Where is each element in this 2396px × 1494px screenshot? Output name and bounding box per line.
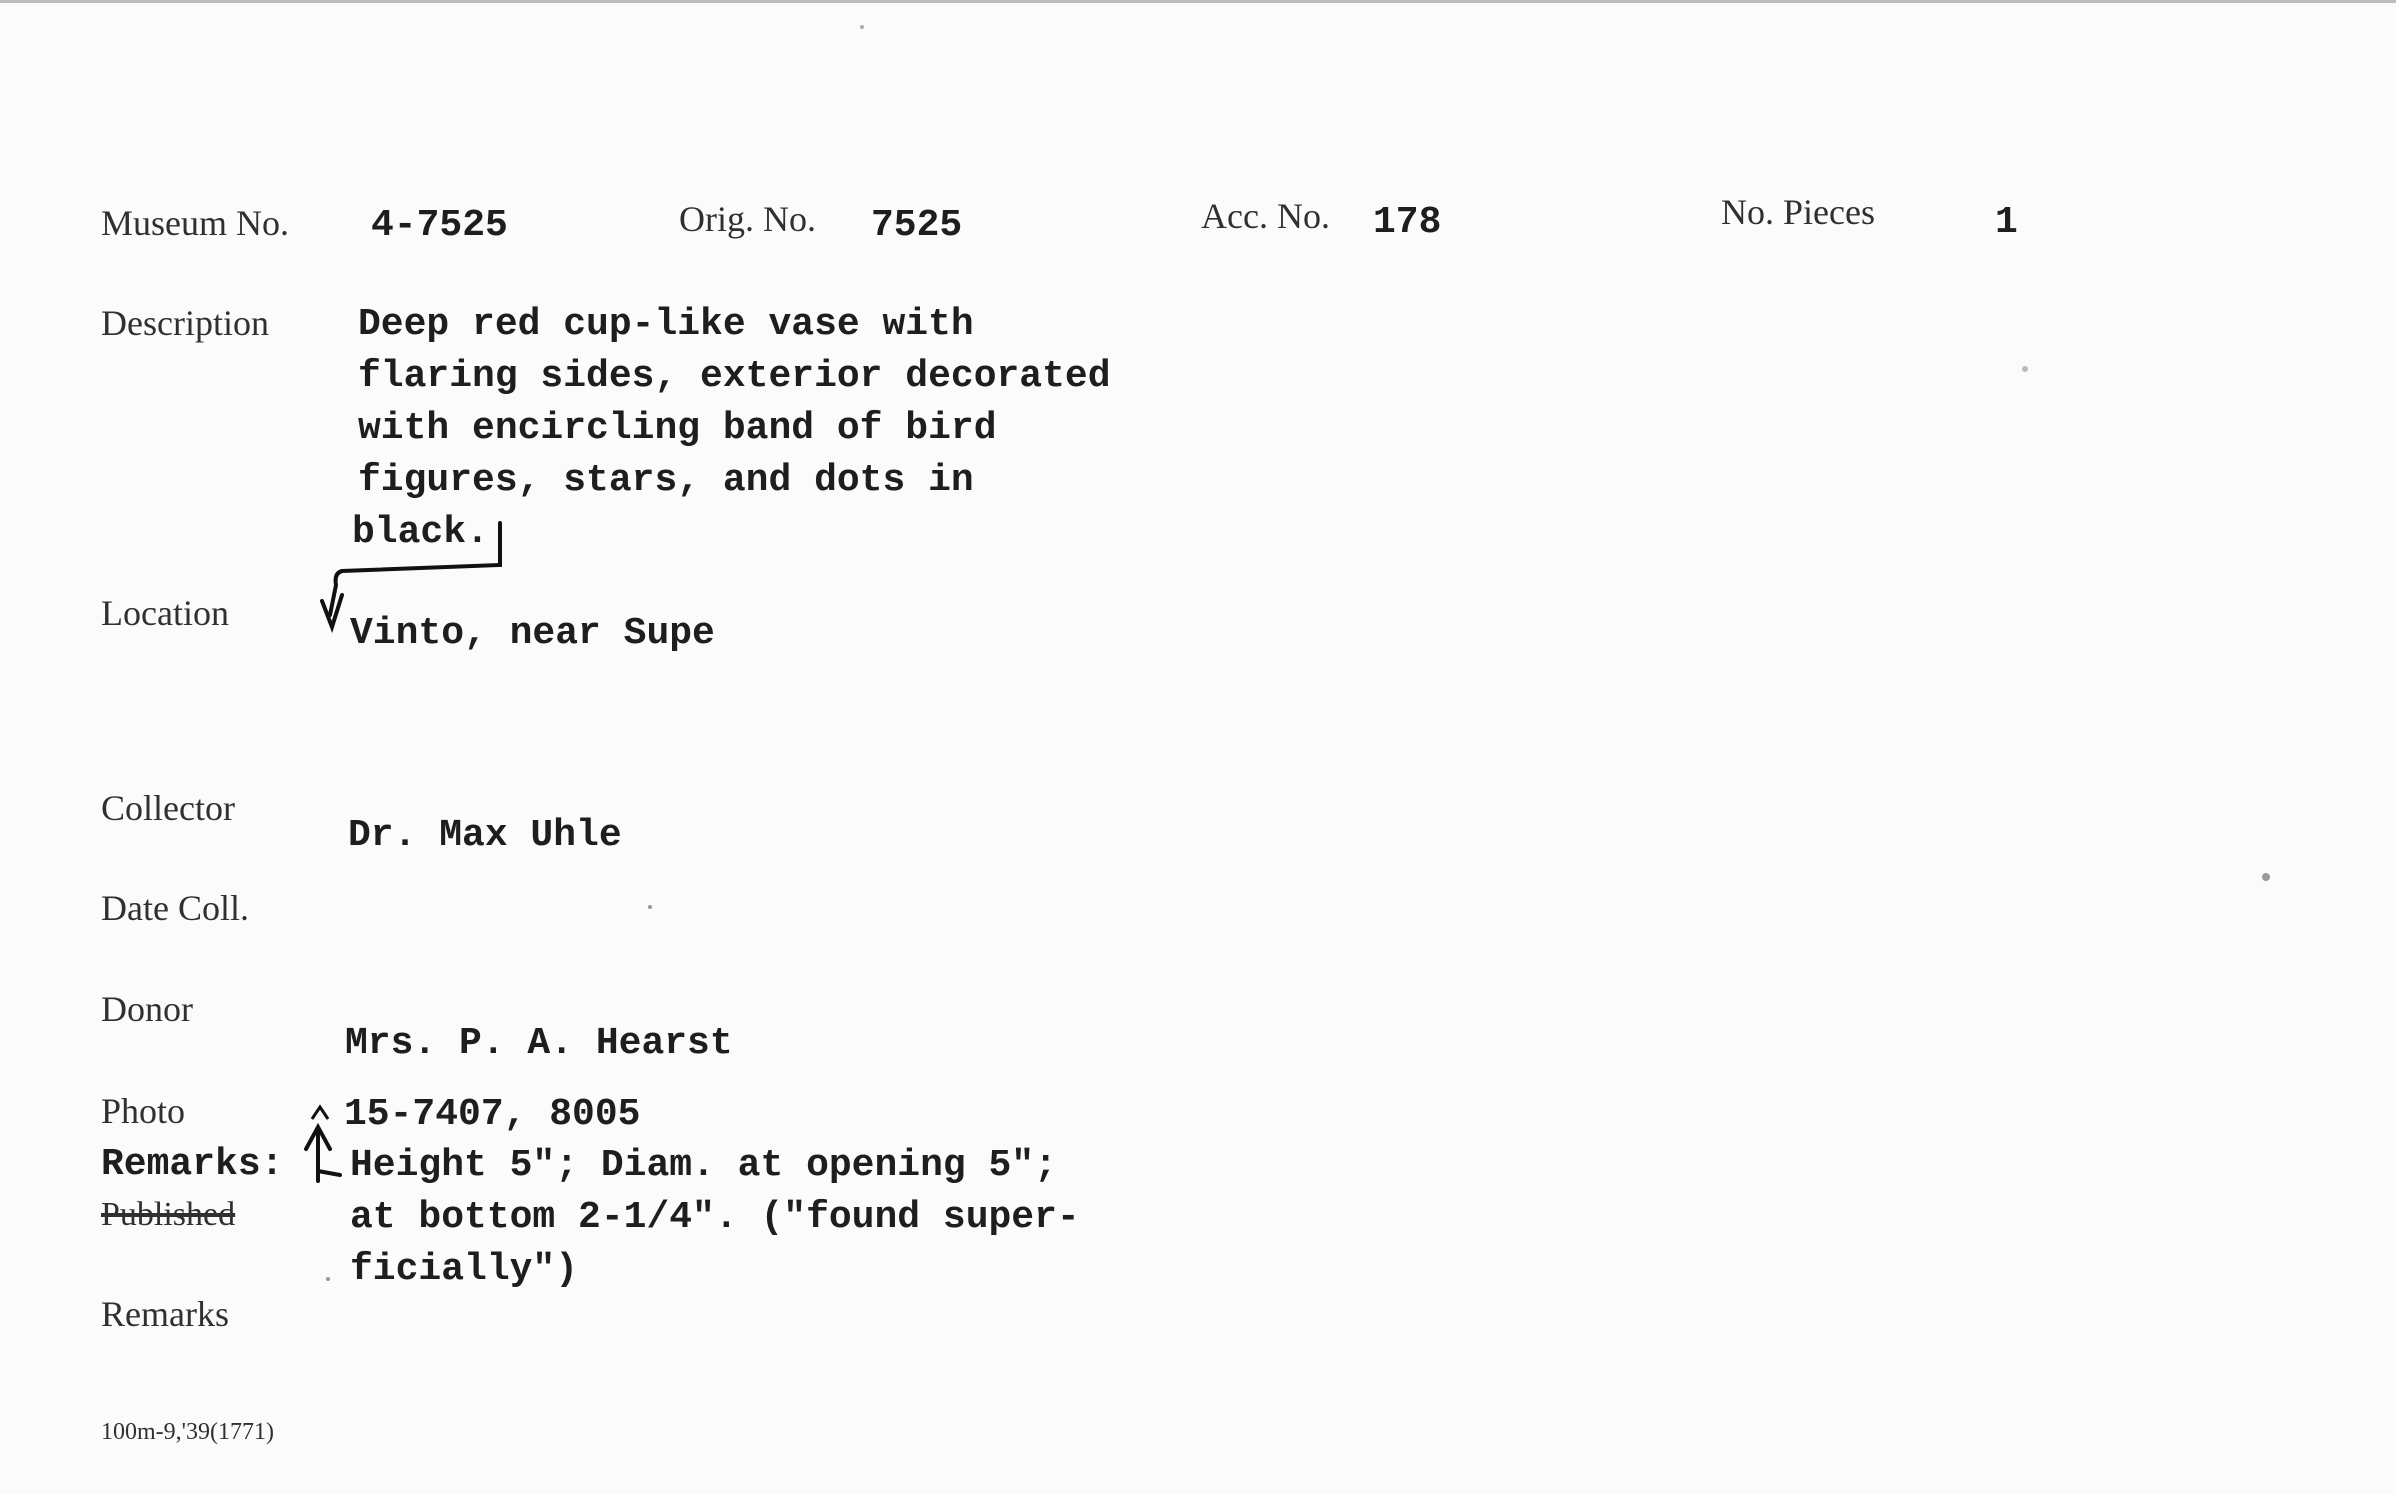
caret-arrow-mark [306,1127,340,1181]
description-line: flaring sides, exterior decorated [358,355,1111,398]
caret-mark [312,1107,328,1119]
museum-no-label: Museum No. [101,203,289,243]
museum-no-value: 4-7525 [371,204,508,247]
published-label-struck: Published [101,1196,236,1233]
date-coll-label: Date Coll. [101,888,249,928]
no-pieces-label: No. Pieces [1721,192,1875,232]
print-code: 100m-9,'39(1771) [101,1419,274,1445]
orig-no-value: 7525 [871,204,963,247]
collector-value: Dr. Max Uhle [348,814,622,857]
speck [648,905,652,909]
speck [2022,366,2028,372]
acc-no-value: 178 [1373,201,1442,244]
collector-label: Collector [101,788,235,828]
location-value: Vinto, near Supe [350,612,715,655]
remarks-label: Remarks [101,1294,229,1334]
remarks-value [350,1140,1080,1296]
location-label: Location [101,593,229,633]
speck [860,25,864,29]
remarks-line: Height 5"; Diam. at opening 5"; [350,1144,1057,1187]
description-value [352,299,1111,559]
no-pieces-value: 1 [1995,201,2018,244]
speck [326,1277,330,1281]
description-line: Deep red cup-like vase with [358,303,974,346]
orig-no-label: Orig. No. [679,199,816,239]
photo-value: 15-7407, 8005 [344,1093,641,1136]
acc-no-label: Acc. No. [1201,196,1330,236]
check-mark [322,595,342,627]
description-line: figures, stars, and dots in [358,459,974,502]
photo-label: Photo [101,1091,186,1131]
donor-label: Donor [101,989,193,1029]
description-line: black. [352,511,489,554]
donor-value: Mrs. P. A. Hearst [345,1022,733,1065]
speck [2262,873,2270,881]
description-line: with encircling band of bird [358,407,997,450]
remarks-line: ficially") [350,1248,579,1291]
remarks-typed-label: Remarks: [101,1143,284,1186]
remarks-line: at bottom 2-1/4". ("found super- [350,1196,1080,1239]
description-label: Description [101,303,269,343]
